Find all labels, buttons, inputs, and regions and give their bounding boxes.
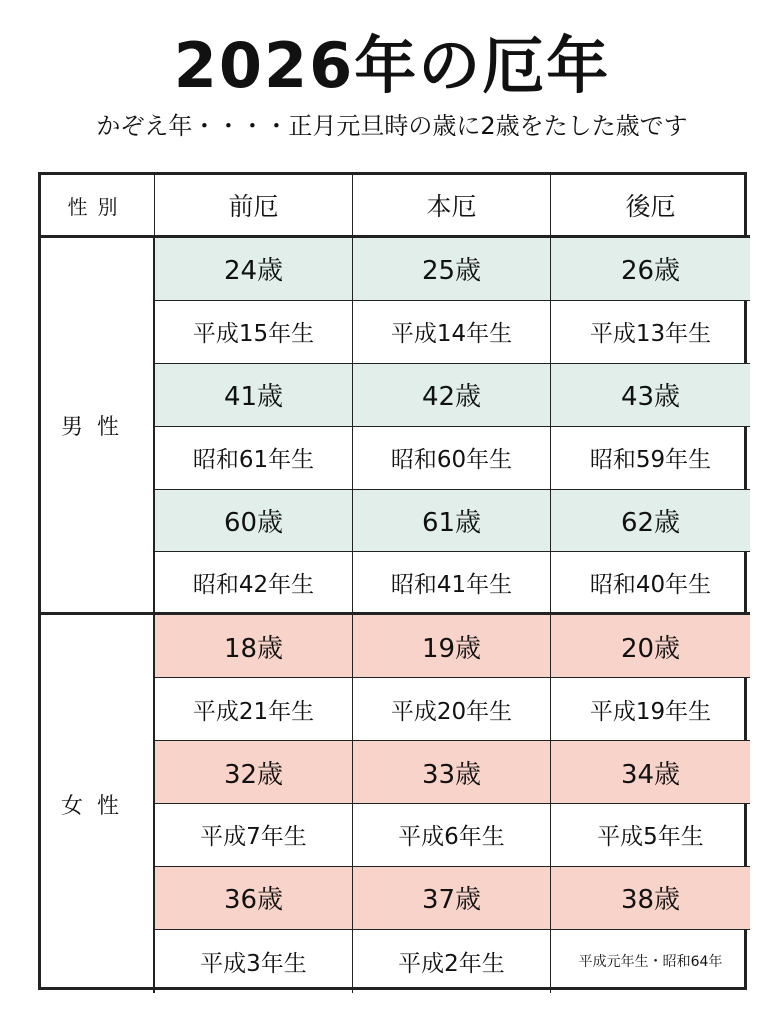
birth-year-cell: 平成13年生 [551, 301, 750, 364]
birth-year-cell: 昭和42年生 [155, 552, 353, 615]
header-atoyaku: 後厄 [551, 175, 750, 238]
age-cell: 61歳 [353, 490, 551, 553]
age-cell: 41歳 [155, 364, 353, 427]
page-subtitle: かぞえ年・・・・正月元旦時の歳に2歳をたした歳です [96, 112, 688, 140]
age-cell: 43歳 [551, 364, 750, 427]
birth-year-cell: 平成20年生 [353, 678, 551, 741]
age-cell: 36歳 [155, 867, 353, 930]
age-cell: 25歳 [353, 238, 551, 301]
birth-year-cell: 平成5年生 [551, 804, 750, 867]
gender-label-male: 男性 [41, 238, 155, 615]
age-cell: 34歳 [551, 741, 750, 804]
header-honyaku: 本厄 [353, 175, 551, 238]
birth-year-cell: 平成7年生 [155, 804, 353, 867]
age-cell: 33歳 [353, 741, 551, 804]
birth-year-cell: 昭和61年生 [155, 427, 353, 490]
age-cell: 32歳 [155, 741, 353, 804]
birth-year-cell: 平成15年生 [155, 301, 353, 364]
age-cell: 37歳 [353, 867, 551, 930]
header-gender: 性別 [41, 175, 155, 238]
age-cell: 20歳 [551, 615, 750, 678]
gender-label-female: 女性 [41, 615, 155, 992]
birth-year-cell: 昭和59年生 [551, 427, 750, 490]
age-cell: 19歳 [353, 615, 551, 678]
age-cell: 60歳 [155, 490, 353, 553]
age-cell: 38歳 [551, 867, 750, 930]
birth-year-cell: 平成2年生 [353, 930, 551, 993]
age-cell: 62歳 [551, 490, 750, 553]
birth-year-cell: 平成19年生 [551, 678, 750, 741]
birth-year-cell: 平成3年生 [155, 930, 353, 993]
birth-year-cell: 平成元年生・昭和64年 [578, 954, 723, 971]
header-maeyaku: 前厄 [155, 175, 353, 238]
age-cell: 42歳 [353, 364, 551, 427]
age-cell: 24歳 [155, 238, 353, 301]
age-cell: 18歳 [155, 615, 353, 678]
age-cell: 26歳 [551, 238, 750, 301]
yakudoshi-table [38, 172, 747, 990]
birth-year-cell: 昭和60年生 [353, 427, 551, 490]
birth-year-cell: 昭和41年生 [353, 552, 551, 615]
birth-year-cell: 平成6年生 [353, 804, 551, 867]
birth-year-cell: 昭和40年生 [551, 552, 750, 615]
birth-year-cell: 平成14年生 [353, 301, 551, 364]
page-title: 2026年の厄年 [173, 29, 611, 102]
birth-year-cell: 平成21年生 [155, 678, 353, 741]
